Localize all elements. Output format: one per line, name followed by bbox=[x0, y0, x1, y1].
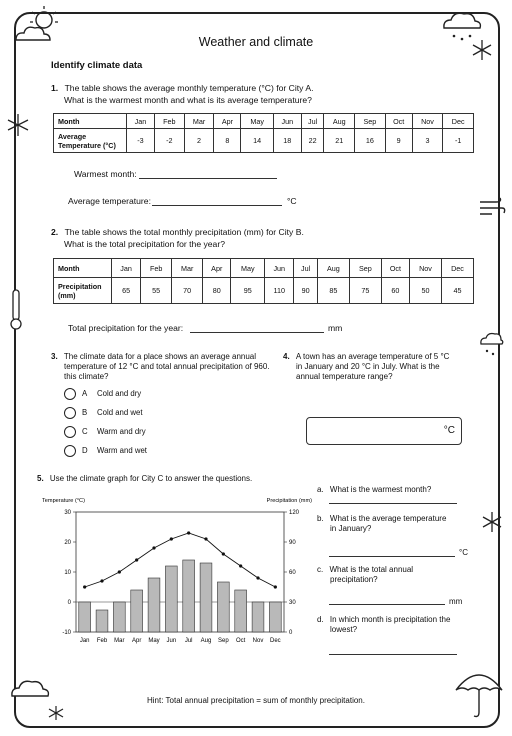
row-header: Precipitation (mm) bbox=[54, 278, 112, 304]
left-tick-label: 30 bbox=[64, 510, 71, 516]
month-tick-label: Jun bbox=[166, 638, 177, 644]
temperature-point bbox=[170, 537, 173, 540]
precipitation-table bbox=[53, 258, 474, 304]
wind-icon bbox=[478, 196, 506, 218]
temperature-cell: 9 bbox=[385, 129, 412, 153]
umbrella-icon bbox=[452, 664, 506, 724]
option-text: Warm and dry bbox=[97, 427, 146, 436]
precipitation-cell: 85 bbox=[317, 278, 349, 304]
sub-text: lowest? bbox=[330, 625, 358, 634]
question-text: annual temperature range? bbox=[296, 372, 393, 381]
temperature-cell: -1 bbox=[443, 129, 474, 153]
sub-question-c bbox=[317, 565, 413, 585]
temperature-point bbox=[222, 552, 225, 555]
precipitation-bar bbox=[131, 590, 143, 632]
sub-letter: a. bbox=[317, 485, 324, 494]
sub-question-b bbox=[317, 514, 446, 534]
question-text: this climate? bbox=[64, 372, 109, 381]
question-5 bbox=[37, 473, 252, 485]
climate-graph bbox=[38, 490, 320, 650]
precipitation-bar bbox=[148, 578, 160, 632]
row-header: Month bbox=[54, 114, 127, 129]
temperature-point bbox=[204, 537, 207, 540]
radio-circle[interactable] bbox=[64, 407, 76, 419]
month-cell: Jun bbox=[265, 259, 294, 278]
temperature-cell: 21 bbox=[324, 129, 355, 153]
left-tick-label: 0 bbox=[67, 600, 71, 606]
month-cell: Apr bbox=[214, 114, 241, 129]
temperature-point bbox=[83, 585, 86, 588]
precipitation-bar bbox=[235, 590, 247, 632]
precipitation-cell: 95 bbox=[231, 278, 265, 304]
temperature-cell: 18 bbox=[273, 129, 301, 153]
month-cell: Jan bbox=[127, 114, 155, 129]
unit-label: mm bbox=[449, 597, 463, 606]
right-tick-label: 60 bbox=[289, 570, 296, 576]
month-cell: Feb bbox=[141, 259, 172, 278]
sub-letter: c. bbox=[317, 565, 324, 574]
month-cell: Aug bbox=[324, 114, 355, 129]
month-cell: Jul bbox=[301, 114, 324, 129]
average-temperature-label: Average temperature: bbox=[68, 196, 151, 206]
temperature-point bbox=[135, 558, 138, 561]
month-cell: Oct bbox=[385, 114, 412, 129]
hint-text: Hint: Total annual precipitation = sum of monthly precipitation. bbox=[147, 696, 365, 705]
thermometer-icon bbox=[6, 288, 26, 332]
sub-text: in January? bbox=[330, 524, 372, 533]
left-tick-label: 20 bbox=[64, 540, 71, 546]
temperature-point bbox=[239, 564, 242, 567]
temperature-cell: 14 bbox=[241, 129, 273, 153]
option-c[interactable] bbox=[64, 426, 204, 438]
row-header: Average Temperature (°C) bbox=[54, 129, 127, 153]
precipitation-bar bbox=[96, 610, 108, 632]
sub-text: What is the average temperature bbox=[329, 514, 447, 523]
temperature-point bbox=[256, 576, 259, 579]
total-precipitation-answer-line[interactable] bbox=[190, 332, 324, 333]
precipitation-cell: 45 bbox=[441, 278, 473, 304]
option-b[interactable] bbox=[64, 407, 204, 419]
answer-line-d[interactable] bbox=[329, 654, 457, 655]
question-text: temperature of 12 °C and total annual precipitation of 960. bbox=[64, 362, 270, 371]
month-cell: May bbox=[231, 259, 265, 278]
precipitation-cell: 50 bbox=[410, 278, 442, 304]
month-tick-label: Oct bbox=[235, 638, 246, 644]
month-tick-label: Jul bbox=[184, 638, 193, 644]
radio-circle[interactable] bbox=[64, 388, 76, 400]
precipitation-bar bbox=[269, 602, 281, 632]
month-cell: Oct bbox=[381, 259, 409, 278]
month-cell: Mar bbox=[184, 114, 214, 129]
right-tick-label: 120 bbox=[289, 510, 300, 516]
option-text: Cold and wet bbox=[97, 408, 143, 417]
question-text: What is the total precipitation for the year? bbox=[64, 239, 225, 249]
answer-line-c[interactable] bbox=[329, 604, 445, 605]
question-text: The climate data for a place shows an average annual bbox=[63, 352, 257, 361]
unit-label: °C bbox=[443, 425, 455, 436]
month-cell: Nov bbox=[410, 259, 442, 278]
section-heading: Identify climate data bbox=[51, 60, 143, 71]
right-tick-label: 90 bbox=[289, 540, 296, 546]
month-tick-label: Dec bbox=[269, 638, 281, 644]
question-text: in January and 20 °C in July. What is the bbox=[296, 362, 440, 371]
row-header: Month bbox=[54, 259, 112, 278]
temperature-cell: 3 bbox=[412, 129, 443, 153]
question-1 bbox=[51, 82, 314, 106]
month-cell: Apr bbox=[203, 259, 231, 278]
question-text: What is the warmest month and what is its average temperature? bbox=[64, 95, 312, 105]
temperature-cell: -2 bbox=[154, 129, 184, 153]
month-tick-label: May bbox=[148, 638, 160, 644]
temperature-point bbox=[152, 546, 155, 549]
option-d[interactable] bbox=[64, 445, 204, 457]
temperature-range-answer-box[interactable] bbox=[306, 417, 462, 445]
average-temperature-answer-line[interactable] bbox=[152, 205, 282, 206]
option-a[interactable] bbox=[64, 388, 204, 400]
sub-question-a bbox=[317, 485, 431, 495]
temperature-cell: 22 bbox=[301, 129, 324, 153]
unit-label: °C bbox=[287, 196, 297, 206]
month-cell: Mar bbox=[172, 259, 203, 278]
temperature-cell: 8 bbox=[214, 129, 241, 153]
temperature-table bbox=[53, 113, 474, 153]
precipitation-cell: 75 bbox=[349, 278, 381, 304]
unit-label: mm bbox=[328, 323, 343, 333]
month-tick-label: Sep bbox=[217, 638, 229, 644]
month-cell: Aug bbox=[317, 259, 349, 278]
precipitation-cell: 90 bbox=[294, 278, 318, 304]
temperature-cell: 2 bbox=[184, 129, 214, 153]
option-text: Cold and dry bbox=[97, 389, 142, 398]
month-cell: Dec bbox=[441, 259, 473, 278]
precipitation-bar bbox=[183, 560, 195, 632]
question-text: A town has an average temperature of 5 °C bbox=[295, 352, 450, 361]
question-number: 5. bbox=[37, 474, 44, 483]
precipitation-bar bbox=[165, 566, 177, 632]
sub-text: In which month is precipitation the bbox=[329, 615, 451, 624]
month-tick-label: Mar bbox=[114, 638, 125, 644]
left-axis-label: Temperature (°C) bbox=[42, 498, 85, 504]
question-number: 4. bbox=[283, 352, 290, 361]
question-4 bbox=[283, 352, 483, 382]
right-axis-label: Precipitation (mm) bbox=[266, 498, 312, 504]
answer-line-b[interactable] bbox=[329, 556, 455, 557]
precipitation-bar bbox=[217, 582, 229, 632]
precipitation-bar bbox=[252, 602, 264, 632]
right-tick-label: 30 bbox=[289, 600, 296, 606]
snowflake-icon bbox=[480, 510, 504, 534]
temperature-point bbox=[187, 531, 190, 534]
sub-text: What is the warmest month? bbox=[329, 485, 432, 494]
option-text: Warm and wet bbox=[97, 446, 147, 455]
option-letter: C bbox=[82, 427, 88, 436]
month-cell: May bbox=[241, 114, 273, 129]
precipitation-cell: 60 bbox=[381, 278, 409, 304]
right-tick-label: 0 bbox=[289, 630, 293, 636]
month-cell: Jul bbox=[294, 259, 318, 278]
precipitation-bar bbox=[79, 602, 91, 632]
month-tick-label: Aug bbox=[200, 638, 212, 644]
question-number: 3. bbox=[51, 352, 58, 361]
question-2 bbox=[51, 226, 304, 250]
question-text: The table shows the average monthly temperature (°C) for City A. bbox=[64, 83, 314, 93]
total-precipitation-label: Total precipitation for the year: bbox=[68, 323, 184, 333]
month-tick-label: Jan bbox=[79, 638, 90, 644]
month-cell: Nov bbox=[412, 114, 443, 129]
warmest-month-label: Warmest month: bbox=[74, 169, 137, 179]
answer-line-a[interactable] bbox=[329, 503, 457, 504]
precipitation-cell: 80 bbox=[203, 278, 231, 304]
question-3 bbox=[51, 352, 273, 382]
radio-circle[interactable] bbox=[64, 426, 76, 438]
month-cell: Sep bbox=[355, 114, 386, 129]
radio-circle[interactable] bbox=[64, 445, 76, 457]
sub-letter: d. bbox=[317, 615, 324, 624]
precipitation-cell: 110 bbox=[265, 278, 294, 304]
temperature-line bbox=[85, 533, 276, 587]
month-cell: Jun bbox=[273, 114, 301, 129]
temperature-point bbox=[274, 585, 277, 588]
month-tick-label: Nov bbox=[252, 638, 264, 644]
month-cell: Feb bbox=[154, 114, 184, 129]
question-number: 1. bbox=[51, 83, 59, 93]
sub-letter: b. bbox=[317, 514, 324, 523]
sub-text: What is the total annual bbox=[329, 565, 414, 574]
option-letter: B bbox=[82, 408, 88, 417]
question-number: 2. bbox=[51, 227, 59, 237]
precipitation-cell: 65 bbox=[112, 278, 141, 304]
sub-question-d bbox=[317, 615, 450, 635]
snowflake-icon bbox=[5, 112, 31, 138]
precipitation-bar bbox=[113, 602, 125, 632]
month-cell: Jan bbox=[112, 259, 141, 278]
precipitation-bar bbox=[200, 563, 212, 632]
sub-text: precipitation? bbox=[330, 575, 378, 584]
month-cell: Dec bbox=[443, 114, 474, 129]
question-text: Use the climate graph for City C to answer the questions. bbox=[49, 474, 253, 483]
warmest-month-answer-line[interactable] bbox=[139, 178, 277, 179]
temperature-cell: -3 bbox=[127, 129, 155, 153]
month-cell: Sep bbox=[349, 259, 381, 278]
option-letter: A bbox=[82, 389, 88, 398]
temperature-point bbox=[118, 570, 121, 573]
unit-label: °C bbox=[459, 548, 468, 557]
option-letter: D bbox=[82, 446, 88, 455]
precipitation-cell: 55 bbox=[141, 278, 172, 304]
precipitation-cell: 70 bbox=[172, 278, 203, 304]
question-text: The table shows the total monthly precipitation (mm) for City B. bbox=[64, 227, 304, 237]
month-tick-label: Feb bbox=[96, 638, 108, 644]
page-title: Weather and climate bbox=[198, 35, 314, 49]
temperature-point bbox=[100, 579, 103, 582]
left-tick-label: 10 bbox=[64, 570, 71, 576]
month-tick-label: Apr bbox=[131, 638, 142, 644]
left-tick-label: -10 bbox=[62, 630, 71, 636]
temperature-cell: 16 bbox=[355, 129, 386, 153]
